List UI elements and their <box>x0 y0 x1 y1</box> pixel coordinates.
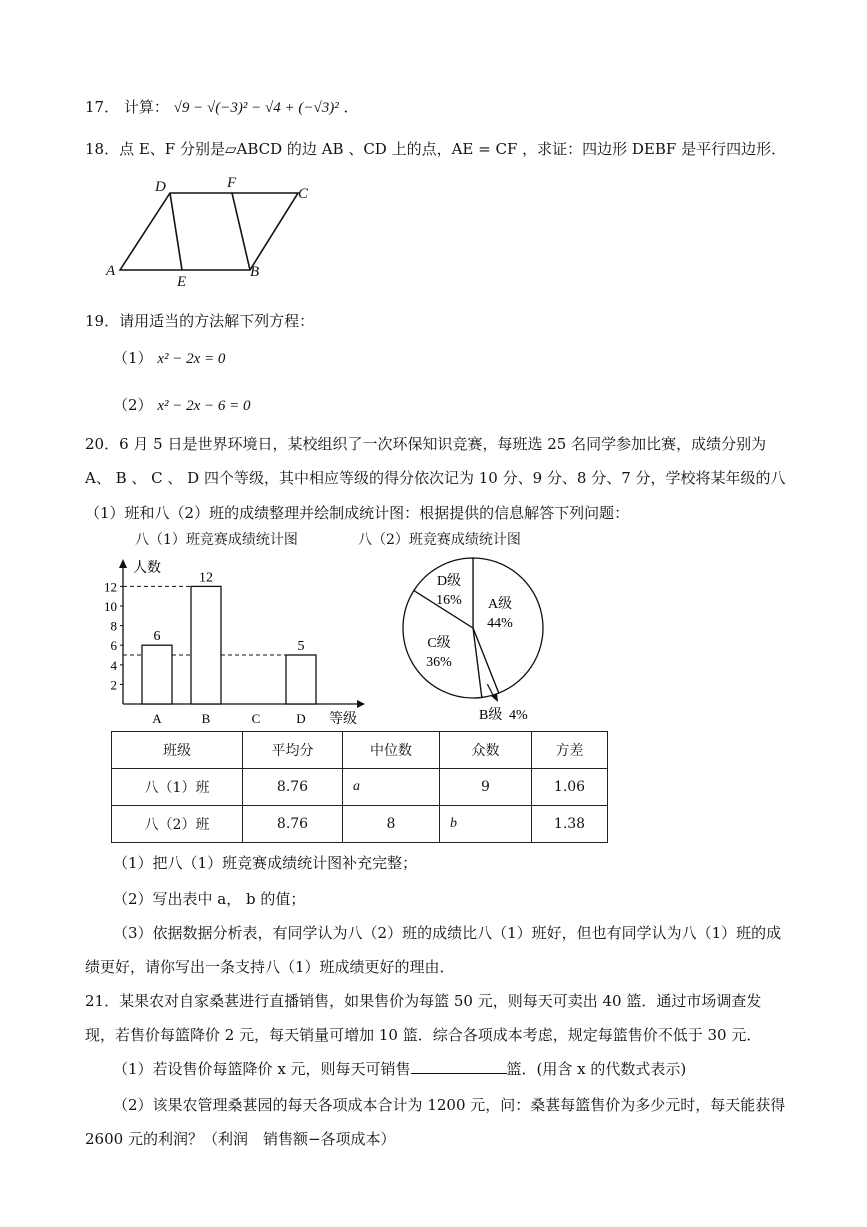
q19-number: 19． <box>85 312 120 330</box>
bar-value-label: 12 <box>199 570 213 586</box>
label-f: F <box>227 175 237 191</box>
bar <box>142 645 172 704</box>
q20-question-3: （3）依据数据分析表，有同学认为八（2）班的成绩比八（1）班好，但也有同学认为八（1）班的成 <box>113 924 782 942</box>
q20-question-2: （2）写出表中 a， b 的值； <box>113 890 306 908</box>
q17-line <box>85 96 358 117</box>
q18-number: 18． <box>85 140 120 158</box>
y-tick-label: 10 <box>104 599 117 614</box>
q19-part2-equation: x² − 2x − 6 = 0 <box>157 398 251 414</box>
table-cell: 8.76 <box>243 806 343 843</box>
table-header: 中位数 <box>343 732 440 769</box>
table-cell: 8 <box>343 806 440 843</box>
q19-part1-number: （1） <box>113 349 153 367</box>
x-tick-label: D <box>296 711 306 726</box>
pie-slice-name: C级 <box>427 636 451 651</box>
x-tick-label: A <box>152 711 162 726</box>
pie-slice-percent: 36% <box>426 655 452 670</box>
pie-slice-percent: 4% <box>509 708 528 723</box>
table-cell: 1.38 <box>532 806 608 843</box>
table-cell: a <box>343 769 440 806</box>
q19-line <box>85 310 314 331</box>
q19-part1 <box>113 347 225 368</box>
bar-value-label: 5 <box>297 639 305 654</box>
table-row <box>112 769 608 806</box>
table-cell: b <box>440 806 532 843</box>
q20-line3: （1）班和八（2）班的成绩整理并绘制成统计图：根据提供的信息解答下列问题： <box>85 504 630 522</box>
q20-line2: A、 B 、 C 、 D 四个等级，其中相应等级的得分依次记为 10 分、9 分、8 分、7 分，学校将某年级的八 <box>85 469 786 487</box>
label-b: B <box>250 264 260 280</box>
y-tick-label: 6 <box>110 638 117 654</box>
y-axis-label: 人数 <box>133 561 161 576</box>
table-row <box>112 806 608 843</box>
y-tick-label: 12 <box>104 579 117 595</box>
bar <box>286 655 316 704</box>
y-tick-label: 8 <box>110 618 117 634</box>
y-axis-arrow <box>119 559 127 568</box>
x-tick-label: B <box>201 711 211 726</box>
answer-blank[interactable] <box>411 1059 507 1074</box>
q18-text: 点 E、F 分别是▱ABCD 的边 AB 、CD 上的点，AE = CF ，求证：四边形 DEBF 是平行四边形． <box>119 140 787 158</box>
x-axis-label: 等级 <box>329 712 357 727</box>
q20-question-3-cont: 绩更好，请你写出一条支持八（1）班成绩更好的理由． <box>85 958 455 976</box>
label-d: D <box>155 179 166 195</box>
table-header-row <box>112 732 608 769</box>
parallelogram-figure <box>100 172 330 290</box>
segment-fb <box>232 193 250 270</box>
q21-part2-cont: 2600 元的利润？（利润 销售额−各项成本） <box>85 1130 396 1148</box>
q17-end: ． <box>343 98 359 116</box>
x-axis-arrow <box>357 700 365 708</box>
label-e: E <box>177 274 187 290</box>
table-header: 平均分 <box>243 732 343 769</box>
bar-value-label: 6 <box>153 629 161 645</box>
q17-expression: √9 − √(−3)² − √4 + (−√3)² <box>173 100 339 116</box>
q17-prompt: 计算： <box>123 98 169 116</box>
y-tick-label: 2 <box>110 677 117 693</box>
table-cell: 8.76 <box>243 769 343 806</box>
pie-slice-name: A级 <box>487 597 513 612</box>
q19-part2-number: （2） <box>113 396 153 414</box>
table-cell: 1.06 <box>532 769 608 806</box>
table-header: 班级 <box>112 732 243 769</box>
stats-table <box>111 731 608 843</box>
pie-slice-percent: 44% <box>487 616 513 631</box>
q21-number: 21． <box>85 992 120 1010</box>
q21-text-1: 某果农对自家桑葚进行直播销售，如果售价为每篮 50 元，则每天可卖出 40 篮．通过市场调查发 <box>119 992 762 1010</box>
pie-slice-name: D级 <box>436 574 462 589</box>
segment-de <box>170 193 182 270</box>
bar-chart-title: 八（1）班竞赛成绩统计图 <box>135 532 298 548</box>
table-header: 众数 <box>440 732 532 769</box>
parallelogram-abcd <box>120 193 298 270</box>
q20-question-1: （1）把八（1）班竞赛成绩统计图补充完整； <box>113 854 418 872</box>
q21-line1 <box>85 990 761 1011</box>
table-header: 方差 <box>532 732 608 769</box>
table-cell: 八（1）班 <box>112 769 243 806</box>
pie-chart <box>395 555 555 725</box>
q21-part1 <box>113 1058 686 1079</box>
pie-slice-percent: 16% <box>436 593 462 608</box>
q18-line <box>85 138 786 159</box>
q20-text-1: 6 月 5 日是世界环境日，某校组织了一次环保知识竞赛，每班选 25 名同学参加比赛，成绩分别为 <box>119 435 767 453</box>
q19-part2 <box>113 394 251 415</box>
y-tick-label: 4 <box>110 657 117 673</box>
bar-chart <box>95 552 375 727</box>
q21-part1-tail: 篮．(用含 x 的代数式表示) <box>506 1060 687 1078</box>
q19-part1-equation: x² − 2x = 0 <box>157 351 226 367</box>
table-cell: 9 <box>440 769 532 806</box>
bar <box>191 586 221 704</box>
q17-number: 17． <box>85 98 120 116</box>
pie-slice-name: B级 <box>479 708 503 723</box>
q21-part1-text: （1）若设售价每篮降价 x 元，则每天可销售 <box>113 1060 411 1078</box>
q20-line1 <box>85 433 766 454</box>
pie-chart-title: 八（2）班竞赛成绩统计图 <box>358 532 521 548</box>
q21-line2: 现，若售价每篮降价 2 元，每天销量可增加 10 篮．综合各项成本考虑，规定每篮售价不低于 30 元． <box>85 1026 762 1044</box>
q19-text: 请用适当的方法解下列方程： <box>119 312 315 330</box>
q20-number: 20． <box>85 435 120 453</box>
q21-part2: （2）该果农管理桑葚园的每天各项成本合计为 1200 元，问：桑葚每篮售价为多少元时，每天能获得 <box>113 1096 786 1114</box>
x-tick-label: C <box>251 711 261 726</box>
table-cell: 八（2）班 <box>112 806 243 843</box>
label-a: A <box>106 263 116 279</box>
label-c: C <box>298 186 309 202</box>
